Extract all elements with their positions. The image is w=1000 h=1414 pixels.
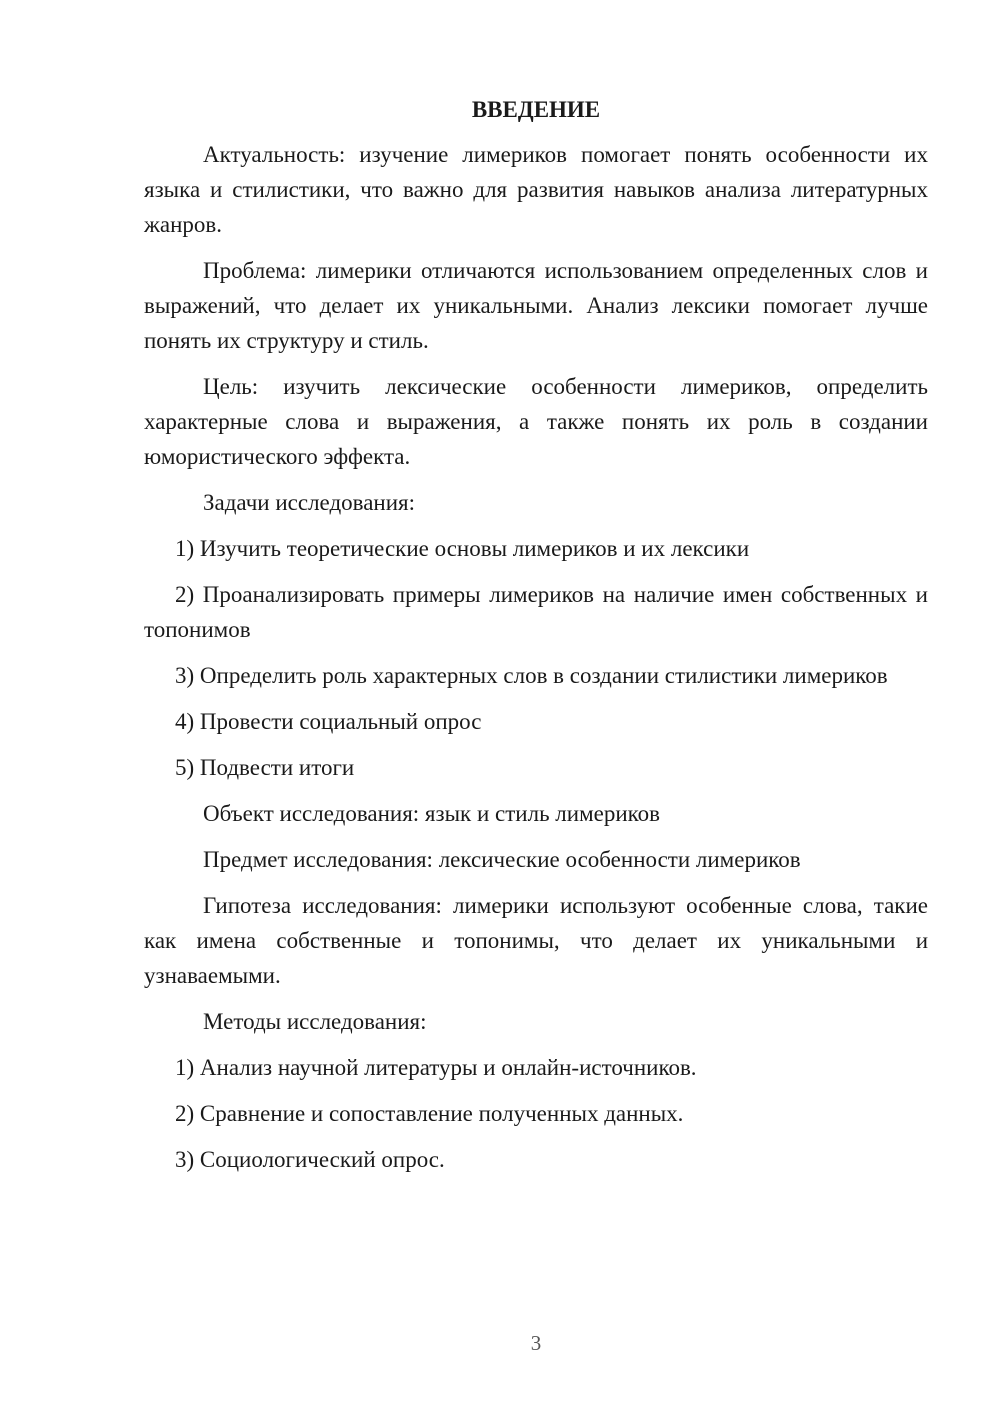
document-body — [144, 92, 928, 1188]
paragraph-object: Объект исследования: язык и стиль лимериков — [203, 801, 661, 826]
page-number: 3 — [530, 1331, 542, 1355]
tasks-heading: Задачи исследования: — [203, 490, 416, 515]
task-item-5: 5) Подвести итоги — [175, 755, 355, 780]
task-item-2: 2) Проанализировать примеры лимериков на наличие имен собственных и топонимов — [144, 582, 928, 642]
paragraph-hypothesis: Гипотеза исследования: лимерики используют особенные слова, такие как имена собственные и топонимы, что делает их уникальными и узнаваемыми. — [144, 893, 928, 988]
paragraph-goal: Цель: изучить лексические особенности лимериков, определить характерные слова и выражения, а также понять их роль в создании юмористического эффекта. — [144, 374, 928, 469]
paragraph-problem: Проблема: лимерики отличаются использованием определенных слов и выражений, что делает их уникальными. Анализ лексики помогает лучше понять их структуру и стиль. — [144, 258, 928, 353]
method-item-3: 3) Социологический опрос. — [175, 1147, 445, 1172]
task-item-4: 4) Провести социальный опрос — [175, 709, 482, 734]
task-item-3: 3) Определить роль характерных слов в создании стилистики лимериков — [175, 663, 888, 688]
methods-heading: Методы исследования: — [203, 1009, 427, 1034]
task-item-1: 1) Изучить теоретические основы лимериков и их лексики — [175, 536, 750, 561]
page-title: ВВЕДЕНИЕ — [471, 97, 601, 122]
method-item-1: 1) Анализ научной литературы и онлайн-источников. — [175, 1055, 697, 1080]
paragraph-subject: Предмет исследования: лексические особенности лимериков — [203, 847, 801, 872]
method-item-2: 2) Сравнение и сопоставление полученных данных. — [175, 1101, 684, 1126]
paragraph-relevance: Актуальность: изучение лимериков помогает понять особенности их языка и стилистики, что важно для развития навыков анализа литературных жанров. — [144, 142, 928, 237]
